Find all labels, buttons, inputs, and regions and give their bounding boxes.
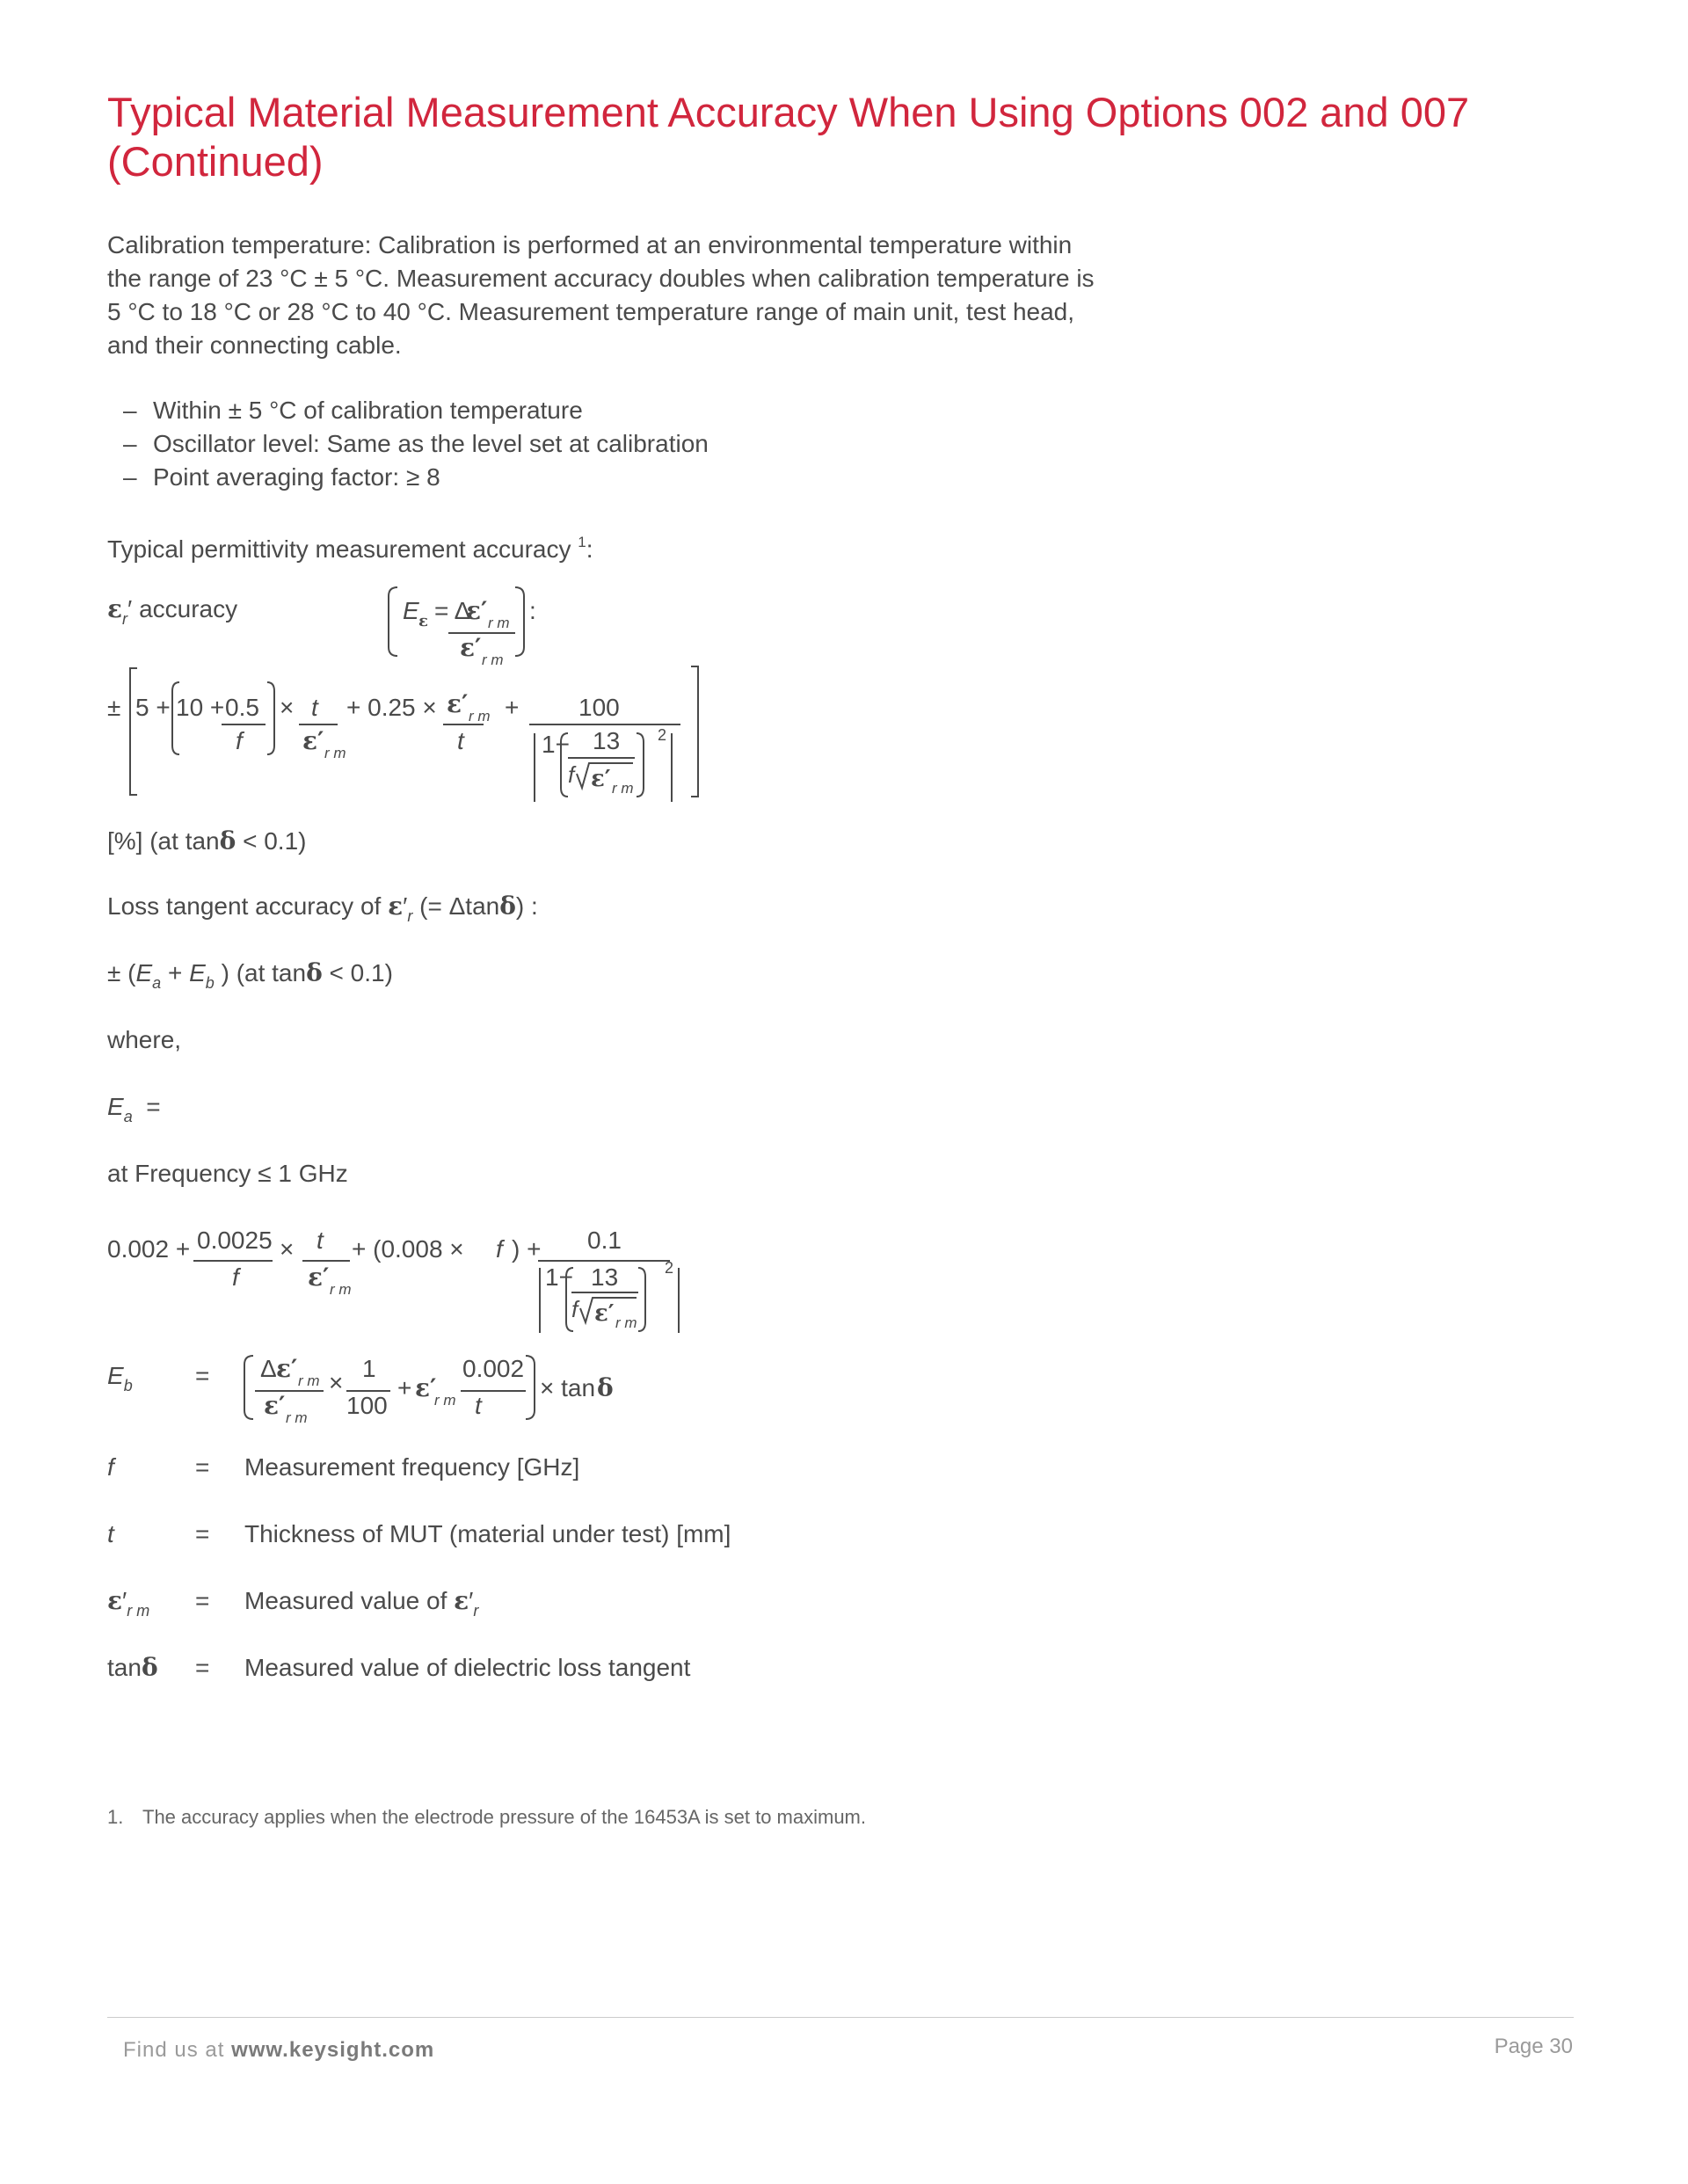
- svg-text:×: ×: [329, 1369, 344, 1396]
- svg-text:100: 100: [346, 1392, 388, 1419]
- svg-text:r m: r m: [482, 652, 504, 668]
- svg-text:r m: r m: [612, 780, 634, 797]
- svg-text:t: t: [457, 727, 464, 754]
- ea-formula: [107, 1213, 705, 1345]
- svg-text:t: t: [311, 694, 318, 721]
- e-epsilon-definition: [387, 584, 563, 668]
- list-item: – Oscillator level: Same as the level set at calibration: [123, 430, 709, 457]
- intro-paragraph: Calibration temperature: Calibration is performed at an environmental temperature within the range of 23 °C ± 5 °C. Measurement accuracy doubles when calibration temperature is 5 °C to 18 °C or 28 °C to 40 °C. Measurement temperature range of main unit, test head, and their connecting cable.: [107, 231, 1095, 359]
- svg-text:t: t: [475, 1392, 482, 1419]
- page-number: Page 30: [1494, 2035, 1573, 2058]
- document-page: Typical Material Measurement Accuracy When Using Options 002 and 007 (Continued) Calibration temperature: Calibration is performed at an environmental temperature within the range of 23 °C ± 5 °C. Measurement accuracy doubles when calibration temperature is 5 °C to 18 °C or 28 °C to 40 °C. Measurement temperature range of main unit, test head, and their connecting cable. – Within ± 5 °C of calibration temperature – Oscillator level: Same as the level set at calibration – Point averaging factor: ≥ 8 Typical permittivity measurement accuracy $^1$: $\varepsilon_r'$ accuracy E ε = Δ ε′ r m ε′ r m : ± 5 + 10 + 0.5 f × t ε′ r m + 0.25 × ε′ r m t + 100 1− 13 f ε′ r m 2 [%] (at tanδ < 0.1) Loss tangent accuracy of $\varepsilon'_r$ (= Δtanδ) : ± ($E_a + E_b$ ) (at tanδ < 0.1) where, $E_a$ = at Frequency ≤ 1 GHz 0.002 + 0.0025 f × t ε′ r m + (0.008 × f ) + 0.1 1− 13 f ε′ r m 2 $E_b$ = Δ ε′ r m ε′ r m × 1 100 + ε′ r m 0.002 t × tan δ f = Measurement frequency [GHz] t = Thickness of MUT (material under test) [mm] $\varepsilon'_{r m}$ = Measured value of $\varepsilon'_r$ tanδ = Measured value of dielectric loss tangent 1. The accuracy applies when the electrode pressure of the 16453A is set to maximum. Find us at www.keysight.com Page 30: [107, 89, 1573, 2062]
- svg-text:f: f: [496, 1235, 503, 1263]
- permittivity-heading: Typical permittivity measurement accuracy $^1$:: [107, 534, 593, 563]
- list-item: – Within ± 5 °C of calibration temperature: [123, 397, 583, 424]
- svg-text:r m: r m: [324, 745, 346, 761]
- svg-text:Δ: Δ: [260, 1355, 277, 1382]
- list-item: – Point averaging factor: ≥ 8: [123, 463, 440, 491]
- svg-text:r m: r m: [298, 1372, 320, 1389]
- ea-label: $E_a$ =: [107, 1093, 161, 1125]
- svg-text:f: f: [571, 1296, 578, 1322]
- svg-text:r m: r m: [615, 1314, 637, 1331]
- svg-text:5 +: 5 +: [135, 694, 171, 721]
- svg-text:t: t: [316, 1227, 324, 1254]
- svg-text:r m: r m: [286, 1409, 308, 1426]
- er-accuracy-label: $\varepsilon_r'$ accuracy: [107, 594, 238, 628]
- svg-text:f: f: [236, 727, 243, 754]
- svg-text:E: E: [403, 597, 419, 624]
- svg-text:±: ±: [107, 694, 121, 721]
- svg-text:1−: 1−: [542, 731, 570, 758]
- svg-text:r m: r m: [469, 708, 491, 724]
- svg-text:100: 100: [578, 694, 620, 721]
- svg-text:10 +: 10 +: [176, 694, 225, 721]
- eb-equals: =: [195, 1362, 210, 1389]
- svg-text:ε′: ε′: [447, 689, 469, 718]
- footer-divider: [107, 2017, 1574, 2018]
- loss-tangent-formula: ± ($E_a + E_b$ ) (at tanδ < 0.1): [107, 958, 393, 992]
- svg-text:ε′: ε′: [415, 1373, 437, 1402]
- svg-text:× tan: × tan: [540, 1374, 596, 1401]
- svg-text:f: f: [232, 1263, 239, 1291]
- website-link[interactable]: www.keysight.com: [231, 2038, 435, 2062]
- svg-text:+ (0.008 ×: + (0.008 ×: [352, 1235, 464, 1263]
- svg-text:0.1: 0.1: [587, 1227, 622, 1254]
- eb-formula: [243, 1347, 647, 1435]
- svg-text:ε′: ε′: [302, 726, 324, 755]
- permittivity-accuracy-formula: [107, 661, 723, 811]
- svg-text:ε′: ε′: [308, 1263, 330, 1292]
- svg-text:1: 1: [362, 1355, 376, 1382]
- loss-tangent-heading: Loss tangent accuracy of $\varepsilon'_r$ (= Δtanδ) :: [107, 892, 538, 925]
- svg-text:0.0025: 0.0025: [197, 1227, 273, 1254]
- svg-text:r m: r m: [488, 615, 510, 631]
- svg-text:r m: r m: [330, 1281, 352, 1298]
- svg-text:0.002 +: 0.002 +: [107, 1235, 191, 1263]
- svg-text:ε′: ε′: [264, 1391, 286, 1420]
- svg-text:ε′: ε′: [591, 766, 611, 792]
- svg-text:δ: δ: [597, 1373, 614, 1402]
- svg-text:1−: 1−: [545, 1263, 573, 1291]
- svg-text:f: f: [568, 761, 575, 788]
- svg-text:13: 13: [591, 1263, 619, 1291]
- svg-text:) +: ) +: [512, 1235, 542, 1263]
- frequency-condition: at Frequency ≤ 1 GHz: [107, 1160, 348, 1187]
- svg-text:13: 13: [593, 727, 621, 754]
- footnote-ref: 1: [578, 534, 586, 550]
- svg-text:×: ×: [280, 694, 295, 721]
- svg-text:0.5: 0.5: [225, 694, 259, 721]
- footer-website: Find us at www.keysight.com: [123, 2038, 435, 2062]
- footnote: 1. The accuracy applies when the electrode pressure of the 16453A is set to maximum.: [107, 1806, 866, 1828]
- page-title: Typical Material Measurement Accuracy When Using Options 002 and 007 (Continued): [107, 89, 1470, 185]
- svg-text:ε′: ε′: [594, 1300, 615, 1327]
- svg-text:ε′: ε′: [466, 596, 488, 625]
- eb-label: $E_b$: [107, 1362, 133, 1394]
- svg-text::: :: [529, 597, 536, 624]
- svg-text:0.002: 0.002: [462, 1355, 525, 1382]
- svg-text:= Δ: = Δ: [434, 597, 471, 624]
- svg-text:ε′: ε′: [276, 1354, 298, 1383]
- svg-text:+: +: [505, 694, 520, 721]
- svg-text:+: +: [397, 1374, 412, 1401]
- svg-text:+ 0.25 ×: + 0.25 ×: [346, 694, 437, 721]
- svg-text:r m: r m: [434, 1392, 456, 1409]
- permittivity-condition: [%] (at tanδ < 0.1): [107, 826, 307, 855]
- svg-text:ε′: ε′: [460, 633, 482, 662]
- svg-text:ε: ε: [418, 612, 428, 630]
- where-label: where,: [107, 1026, 182, 1053]
- svg-text:×: ×: [280, 1235, 295, 1263]
- svg-text:2: 2: [658, 726, 667, 744]
- condition-list: [123, 394, 709, 494]
- svg-text:2: 2: [665, 1259, 674, 1277]
